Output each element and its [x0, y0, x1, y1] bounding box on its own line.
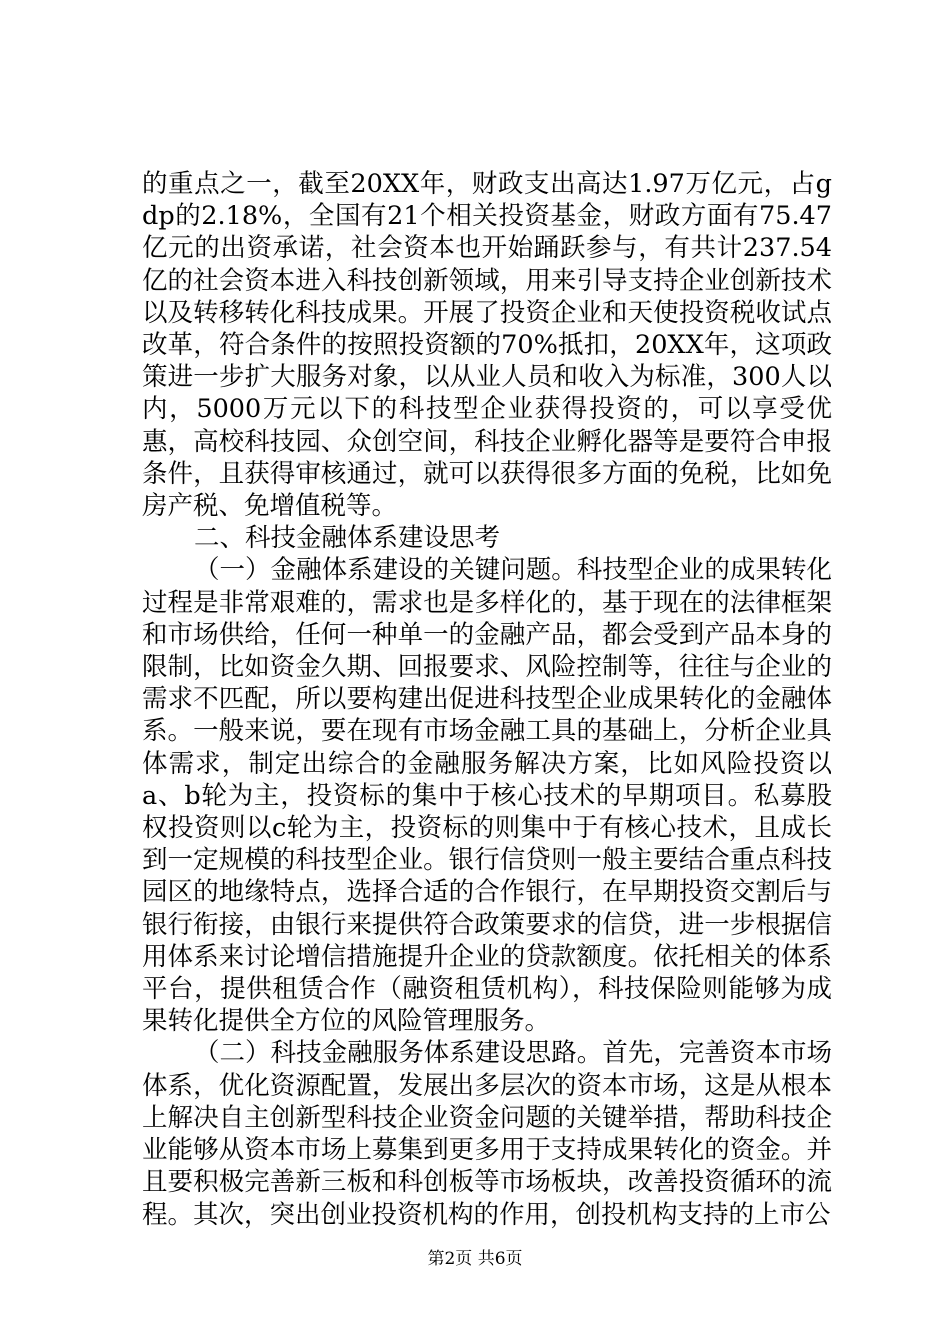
- paragraph-continued: 的重点之一，截至20XX年，财政支出高达1.97万亿元，占gdp的2.18%，全国有21个相关投资基金，财政方面有75.47亿元的出资承诺，社会资本也开始踊跃参与，有共计237.54亿的社会资本进入科技创新领域，用来引导支持企业创新技术以及转移转化科技成果。开展了投资企业和天使投资税收试点改革，符合条件的按照投资额的70%抵扣，20XX年，这项政策进一步扩大服务对象，以从业人员和收入为标准，300人以内，5000万元以下的科技型企业获得投资的，可以享受优惠，高校科技园、众创空间，科技企业孵化器等是要符合申报条件，且获得审核通过，就可以获得很多方面的免税，比如免房产税、免增值税等。: [142, 169, 832, 522]
- paragraph-key-issues: （一）金融体系建设的关键问题。科技型企业的成果转化过程是非常艰难的，需求也是多样化的，基于现在的法律框架和市场供给，任何一种单一的金融产品，都会受到产品本身的限制，比如资金久期、回报要求、风险控制等，往往与企业的需求不匹配，所以要构建出促进科技型企业成果转化的金融体系。一般来说，要在现有市场金融工具的基础上，分析企业具体需求，制定出综合的金融服务解决方案，比如风险投资以a、b轮为主，投资标的集中于核心技术的早期项目。私募股权投资则以c轮为主，投资标的则集中于有核心技术，且成长到一定规模的科技型企业。银行信贷则一般主要结合重点科技园区的地缘特点，选择合适的合作银行，在早期投资交割后与银行衔接，由银行来提供符合政策要求的信贷，进一步根据信用体系来讨论增信措施提升企业的贷款额度。依托相关的体系平台，提供租赁合作（融资租赁机构），科技保险则能够为成果转化提供全方位的风险管理服务。: [142, 555, 832, 1037]
- document-body: [142, 168, 832, 1231]
- section-heading: 二、科技金融体系建设思考: [194, 523, 501, 554]
- page-footer: 第2页 共6页: [427, 1249, 523, 1269]
- paragraph-service-system: （二）科技金融服务体系建设思路。首先，完善资本市场体系，优化资源配置，发展出多层次的资本市场，这是从根本上解决自主创新型科技企业资金问题的关键举措，帮助科技企业能够从资本市场上募集到更多用于支持成果转化的资金。并且要积极完善新三板和科创板等市场板块，改善投资循环的流程。其次，突出创业投资机构的作用，创投机构支持的上市公: [142, 1038, 832, 1230]
